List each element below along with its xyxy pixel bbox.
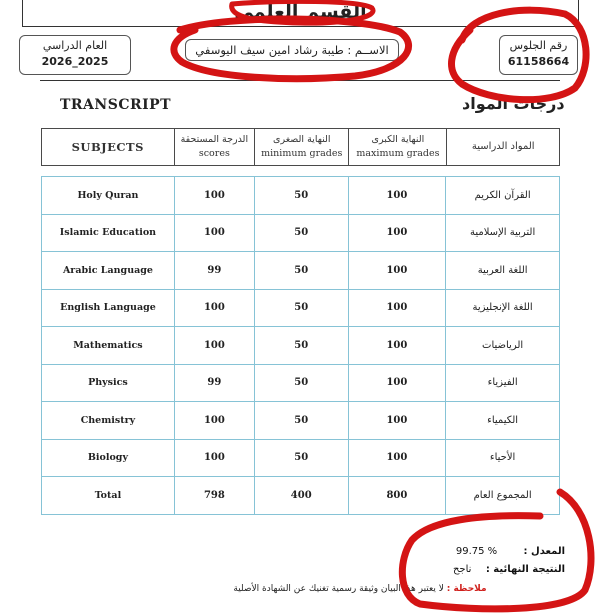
student-name-box [185,39,399,61]
subject-ar: المجموع العام [446,477,560,515]
table-row [42,439,560,477]
arabic-heading: درجات المواد [462,94,565,113]
header-subjects-en: SUBJECTS [42,129,175,166]
score: 100 [174,177,254,215]
score: 798 [174,477,254,515]
student-name: الاســم : طيبة رشاد امين سيف اليوسفي [195,43,389,57]
footer-note [170,584,550,594]
header-min-en: minimum grades [261,148,343,159]
max-grade: 100 [348,439,446,477]
table-row [42,289,560,327]
seat-number-value: 61158664 [507,55,570,68]
academic-year-label: العام الدراسي [42,39,108,52]
table-row [42,252,560,290]
seat-number-box [499,35,578,75]
subject-en: English Language [42,289,175,327]
result-value: ناجح [452,564,472,575]
max-grade: 100 [348,327,446,365]
min-grade: 50 [254,289,348,327]
table-row-total [42,477,560,515]
header-max [349,129,447,166]
min-grade: 400 [254,477,348,515]
max-grade: 100 [348,402,446,440]
max-grade: 100 [348,364,446,402]
max-grade: 100 [348,289,446,327]
max-grade: 100 [348,252,446,290]
academic-year-box [19,35,131,75]
header-divider [40,80,560,81]
result-label: النتيجة النهائية : [485,564,565,575]
summary-block [425,543,565,579]
subject-ar: الفيزياء [446,364,560,402]
subject-ar: القرآن الكريم [446,177,560,215]
subject-en: Islamic Education [42,214,175,252]
table-row [42,364,560,402]
max-grade: 100 [348,214,446,252]
score: 100 [174,214,254,252]
max-grade: 100 [348,177,446,215]
average-label: المعدل : [523,546,565,557]
subject-ar: اللغة الإنجليزية [446,289,560,327]
subject-en: Physics [42,364,175,402]
score: 100 [174,439,254,477]
header-scores [174,129,255,166]
header-scores-en: scores [198,148,230,159]
score: 100 [174,289,254,327]
min-grade: 50 [254,402,348,440]
score: 99 [174,364,254,402]
seat-number-label: رقم الجلوس [509,39,568,52]
header-min [255,129,349,166]
subject-ar: التربية الإسلامية [446,214,560,252]
score: 99 [174,252,254,290]
subject-en: Arabic Language [42,252,175,290]
subject-en: Mathematics [42,327,175,365]
header-subjects-ar: المواد الدراسية [447,129,560,166]
header-row [42,129,560,166]
max-grade: 800 [348,477,446,515]
table-row [42,214,560,252]
subject-en: Biology [42,439,175,477]
min-grade: 50 [254,439,348,477]
table-row [42,402,560,440]
min-grade: 50 [254,327,348,365]
min-grade: 50 [254,177,348,215]
subject-ar: الكيمياء [446,402,560,440]
min-grade: 50 [254,214,348,252]
header-max-en: maximum grades [356,148,440,159]
note-text: لا يعتبر هذا البيان وثيقة رسمية تغنيك عن الشهادة الأصلية [233,584,444,594]
min-grade: 50 [254,364,348,402]
table-row [42,177,560,215]
result-line [425,561,565,579]
transcript-label: TRANSCRIPT [60,97,172,113]
min-grade: 50 [254,252,348,290]
average-line [425,543,565,561]
grades-header-table [41,128,560,166]
section-title: القسم العلمي [22,0,579,27]
subject-en: Total [42,477,175,515]
header-max-ar: النهاية الكبرى [371,134,425,145]
note-label: ملاحظة : [446,584,487,594]
score: 100 [174,402,254,440]
subject-en: Chemistry [42,402,175,440]
score: 100 [174,327,254,365]
subject-ar: الأحياء [446,439,560,477]
header-scores-ar: الدرجة المستحقة [180,134,249,145]
header-min-ar: النهاية الصغرى [273,134,331,145]
table-row [42,327,560,365]
average-value: 99.75 % [455,546,498,557]
grades-table [41,176,560,515]
subject-ar: الرياضيات [446,327,560,365]
subject-en: Holy Quran [42,177,175,215]
subject-ar: اللغة العربية [446,252,560,290]
academic-year-value: 2026_2025 [41,55,109,68]
grades-table-body [42,177,560,515]
